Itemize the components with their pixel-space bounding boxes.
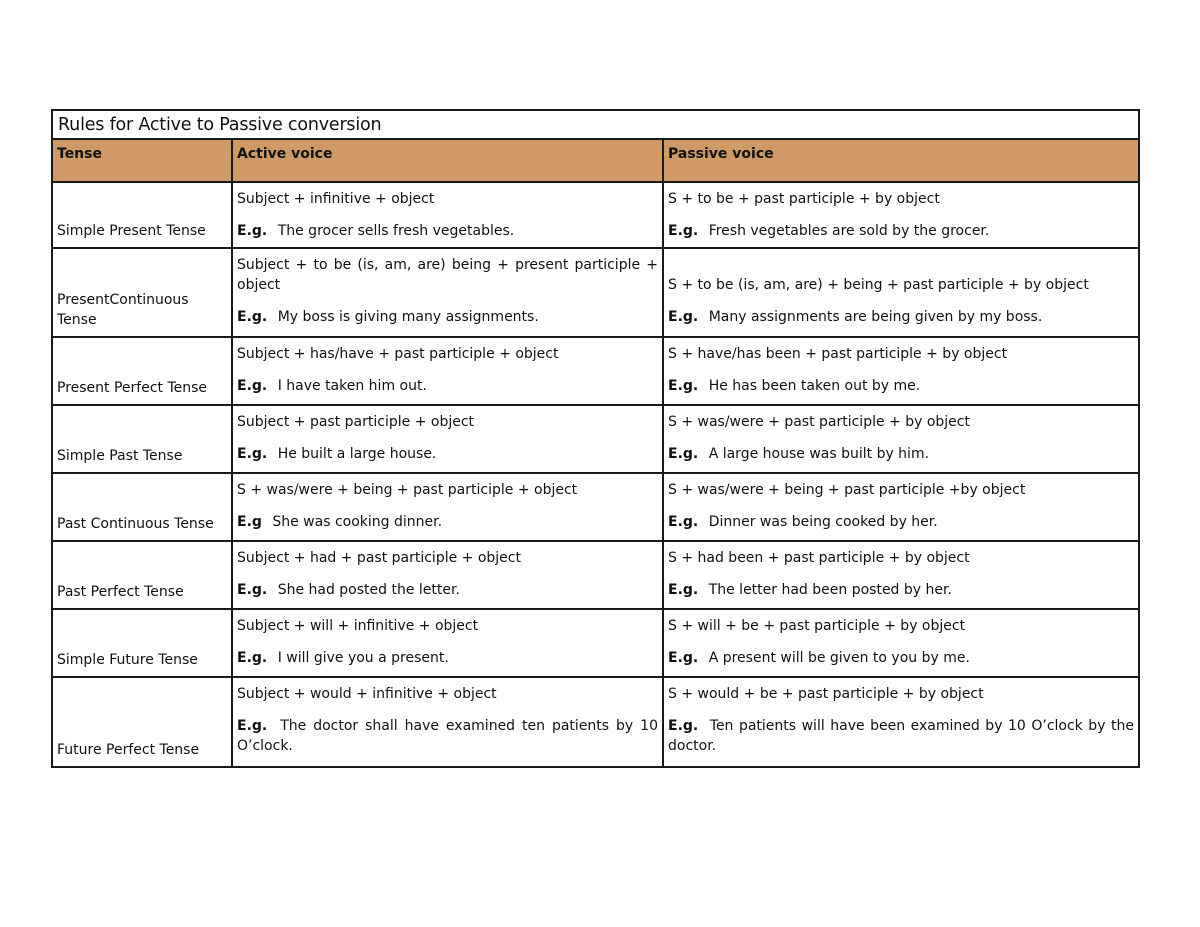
active-example: [237, 444, 658, 470]
passive-example: [668, 512, 1134, 538]
passive-example: [668, 716, 1134, 762]
example-label: E.g.: [237, 582, 268, 598]
example-label: E.g.: [668, 718, 699, 734]
header-row: [53, 140, 1138, 182]
active-cell: [232, 405, 663, 473]
example-label: E.g.: [668, 650, 699, 666]
passive-cell: [663, 473, 1138, 541]
table-title: Rules for Active to Passive conversion: [53, 111, 1138, 140]
example-text: He has been taken out by me.: [708, 378, 921, 394]
example-label: E.g.: [668, 223, 699, 239]
passive-formula: S + have/has been + past participle + by object: [668, 346, 1008, 362]
passive-cell: [663, 248, 1138, 337]
header-tense: Tense: [53, 140, 232, 182]
example-text: The doctor shall have examined ten patients by 10 O’clock.: [237, 718, 658, 754]
passive-formula: S + had been + past participle + by object: [668, 550, 970, 566]
passive-example: [668, 307, 1134, 333]
passive-formula: S + to be (is, am, are) + being + past participle + by object: [668, 277, 1089, 293]
active-cell: [232, 541, 663, 609]
active-cell: [232, 248, 663, 337]
passive-formula: S + was/were + past participle + by object: [668, 414, 970, 430]
tense-word-1: Present: [57, 292, 110, 308]
example-label: E.g.: [237, 718, 268, 734]
active-formula: S + was/were + being + past participle + object: [237, 482, 578, 498]
tense-cell: Simple Present Tense: [57, 223, 206, 239]
tense-line-1: [57, 292, 189, 308]
active-example: [237, 307, 658, 333]
example-text: My boss is giving many assignments.: [277, 309, 539, 325]
table-row: [53, 677, 1138, 766]
example-text: The letter had been posted by her.: [708, 582, 952, 598]
active-example: [237, 221, 658, 247]
active-formula: Subject + will + infinitive + object: [237, 618, 479, 634]
example-text: She was cooking dinner.: [272, 514, 443, 530]
example-text: She had posted the letter.: [277, 582, 460, 598]
active-formula: Subject + infinitive + object: [237, 191, 435, 207]
passive-cell: [663, 541, 1138, 609]
tense-cell: Simple Past Tense: [53, 405, 232, 473]
table-row: [53, 182, 1138, 248]
tense-line-2: Tense: [57, 312, 97, 328]
example-text: Many assignments are being given by my boss.: [708, 309, 1043, 325]
active-cell: [232, 182, 663, 248]
example-label: E.g.: [237, 223, 268, 239]
table-row: [53, 337, 1138, 405]
passive-cell: [663, 405, 1138, 473]
active-formula: Subject + past participle + object: [237, 414, 475, 430]
tense-cell: Past Perfect Tense: [53, 541, 232, 609]
example-label: E.g.: [237, 378, 268, 394]
passive-cell: [663, 609, 1138, 677]
example-label: E.g.: [668, 582, 699, 598]
example-label: E.g.: [668, 378, 699, 394]
passive-example: [668, 648, 1134, 674]
example-label: E.g.: [237, 446, 268, 462]
table-row: [53, 541, 1138, 609]
header-passive-voice: Passive voice: [663, 140, 1138, 182]
passive-example: [668, 221, 1134, 247]
tense-cell: Present Perfect Tense: [53, 337, 232, 405]
active-formula: Subject + has/have + past participle + object: [237, 346, 559, 362]
passive-example: [668, 580, 1134, 606]
example-label: E.g.: [668, 514, 699, 530]
passive-cell: [663, 182, 1138, 248]
example-label: E.g.: [237, 309, 268, 325]
passive-example: [668, 444, 1134, 470]
active-cell: [232, 677, 663, 766]
active-example: [237, 512, 658, 538]
example-text: Dinner was being cooked by her.: [708, 514, 938, 530]
example-text: Ten patients will have been examined by 10 O’clock by the doctor.: [668, 718, 1134, 754]
example-text: The grocer sells fresh vegetables.: [277, 223, 515, 239]
active-formula: Subject + would + infinitive + object: [237, 686, 497, 702]
example-label: E.g: [237, 514, 262, 530]
passive-example: [668, 376, 1134, 402]
table-row: [53, 248, 1138, 337]
tense-cell: [53, 248, 232, 337]
active-cell: [232, 337, 663, 405]
tense-cell: Past Continuous Tense: [53, 473, 232, 541]
passive-formula: S + will + be + past participle + by object: [668, 618, 966, 634]
example-text: Fresh vegetables are sold by the grocer.: [708, 223, 990, 239]
table-row: [53, 609, 1138, 677]
example-text: I have taken him out.: [277, 378, 427, 394]
active-example: [237, 580, 658, 606]
active-example: [237, 648, 658, 674]
passive-formula: S + was/were + being + past participle +by object: [668, 482, 1026, 498]
passive-formula: S + would + be + past participle + by object: [668, 686, 984, 702]
passive-cell: [663, 677, 1138, 766]
tense-cell: Simple Future Tense: [53, 609, 232, 677]
example-label: E.g.: [668, 309, 699, 325]
active-example: [237, 716, 658, 762]
table-row: [53, 473, 1138, 541]
rules-grid: [53, 140, 1138, 766]
active-formula: Subject + to be (is, am, are) being + present participle + object: [237, 257, 658, 293]
example-text: I will give you a present.: [277, 650, 449, 666]
conversion-rules-table: [51, 109, 1140, 768]
passive-cell: [663, 337, 1138, 405]
active-example: [237, 376, 658, 402]
tense-word-2: Continuous: [109, 292, 189, 308]
active-formula: Subject + had + past participle + object: [237, 550, 521, 566]
passive-formula: S + to be + past participle + by object: [668, 191, 940, 207]
tense-cell: Future Perfect Tense: [53, 677, 232, 766]
header-active-voice: Active voice: [232, 140, 663, 182]
example-text: A present will be given to you by me.: [708, 650, 970, 666]
example-text: A large house was built by him.: [708, 446, 930, 462]
example-text: He built a large house.: [277, 446, 437, 462]
active-cell: [232, 473, 663, 541]
example-label: E.g.: [237, 650, 268, 666]
table-row: [53, 405, 1138, 473]
active-cell: [232, 609, 663, 677]
example-label: E.g.: [668, 446, 699, 462]
